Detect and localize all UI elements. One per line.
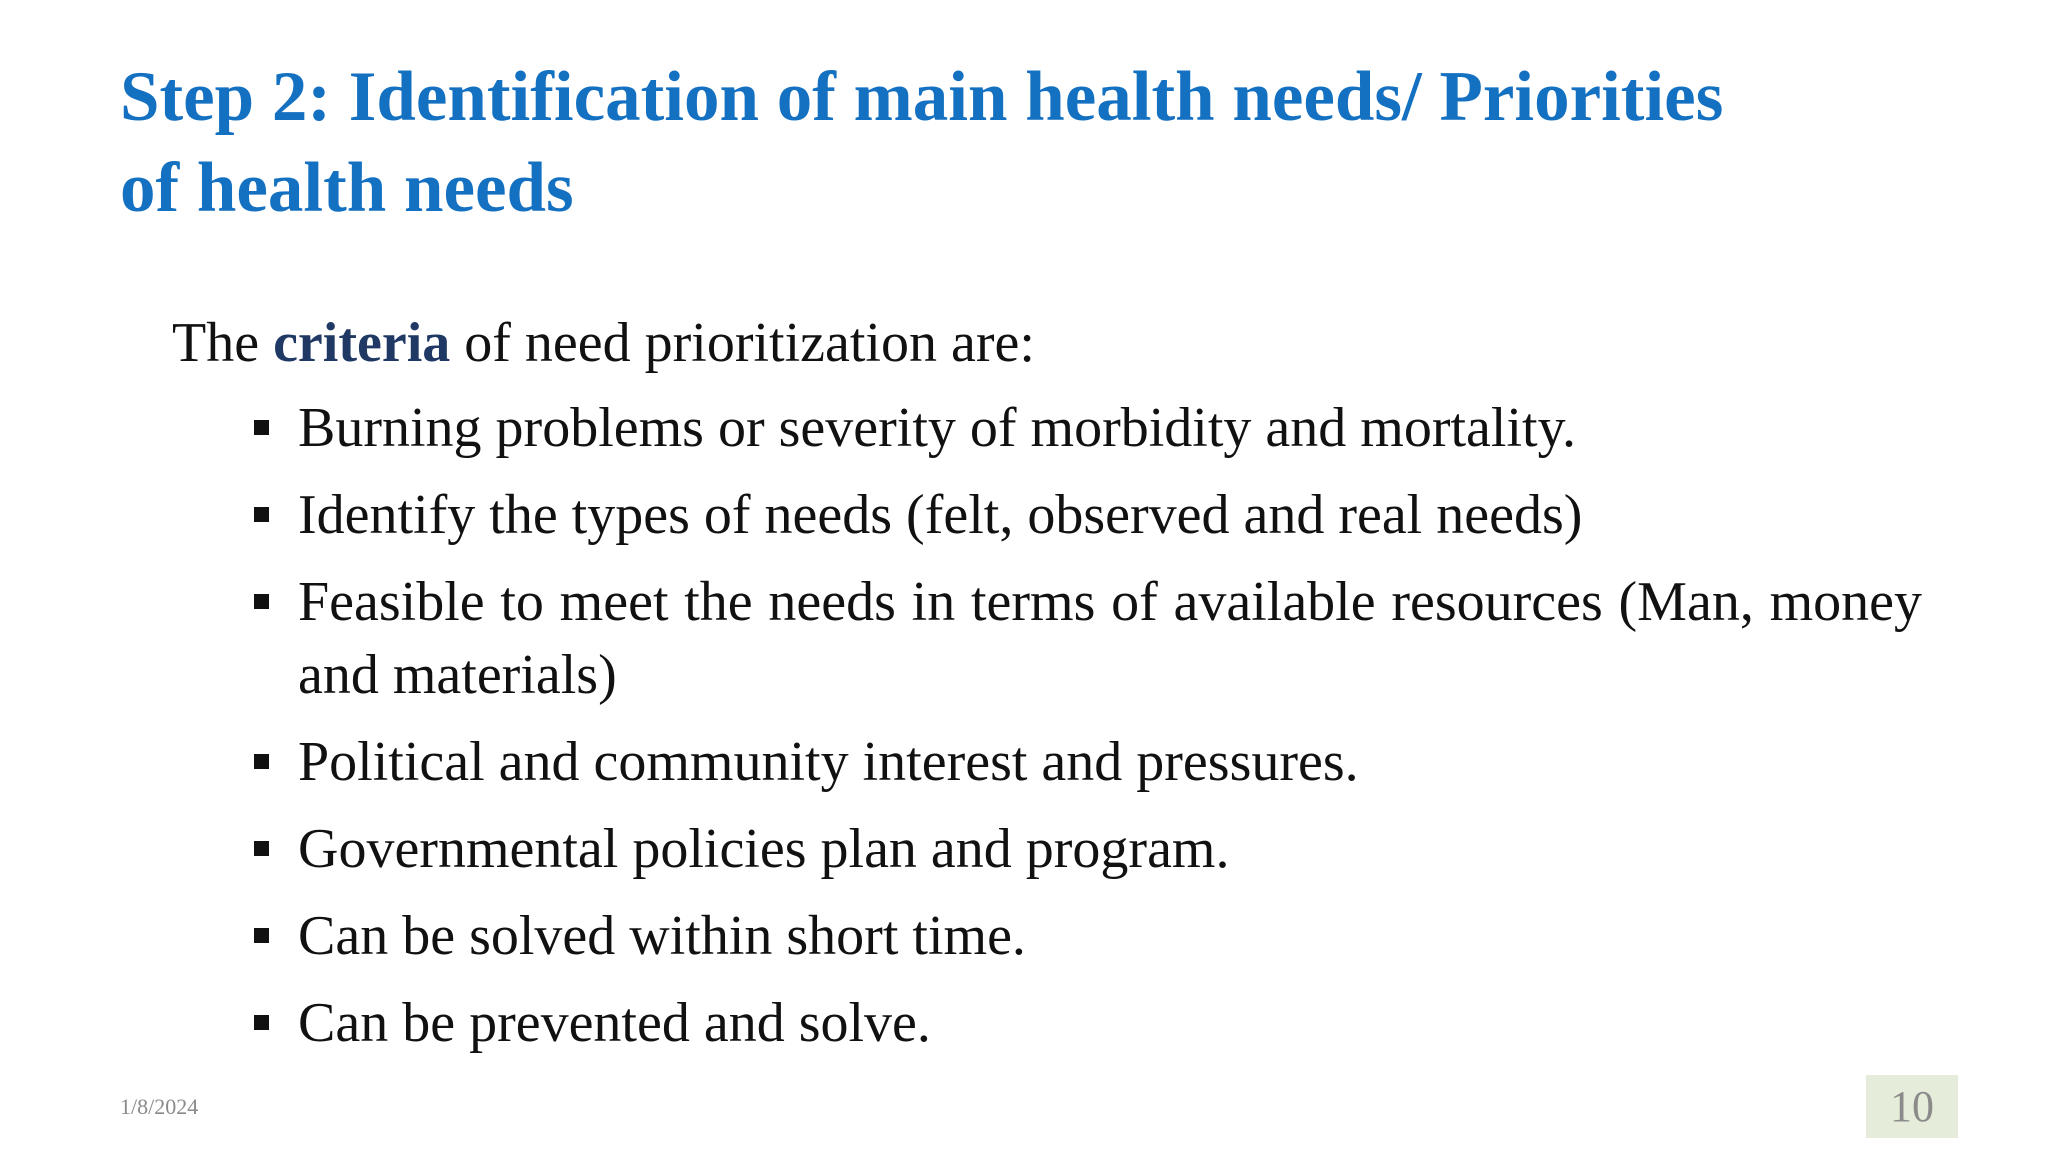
- list-item-text: Identify the types of needs (felt, observed and real needs): [298, 484, 1583, 546]
- page-number: 10: [1866, 1075, 1958, 1138]
- list-item: [250, 566, 1922, 712]
- square-bullet-icon: [254, 754, 269, 769]
- list-item-text: Burning problems or severity of morbidity and mortality.: [298, 397, 1576, 459]
- slide-title-line-2: of health needs: [120, 149, 574, 227]
- square-bullet-icon: [254, 841, 269, 856]
- square-bullet-icon: [254, 420, 269, 435]
- list-item-text: Political and community interest and pressures.: [298, 731, 1359, 793]
- intro-before: The: [172, 312, 274, 374]
- list-item-text: Can be prevented and solve.: [298, 992, 931, 1054]
- list-item: [250, 726, 1922, 799]
- intro-after: of need prioritization are:: [450, 312, 1035, 374]
- footer-date: 1/8/2024: [120, 1094, 199, 1119]
- square-bullet-icon: [254, 928, 269, 943]
- list-item: [250, 813, 1922, 886]
- square-bullet-icon: [254, 507, 269, 522]
- slide-title-line-1: Step 2: Identification of main health needs/ Priorities: [120, 58, 1724, 136]
- list-item-text: Feasible to meet the needs in terms of available resources (Man, money and materials): [298, 571, 1922, 706]
- list-item: [250, 479, 1922, 552]
- criteria-intro: [172, 308, 1035, 378]
- list-item-text: Can be solved within short time.: [298, 905, 1026, 967]
- list-item-text: Governmental policies plan and program.: [298, 818, 1230, 880]
- list-item: [250, 987, 1922, 1060]
- list-item: [250, 900, 1922, 973]
- square-bullet-icon: [254, 1015, 269, 1030]
- criteria-keyword: criteria: [273, 312, 451, 374]
- slide-title: [120, 52, 1940, 234]
- square-bullet-icon: [254, 594, 269, 609]
- list-item: [250, 392, 1922, 465]
- criteria-list: [250, 392, 1922, 1074]
